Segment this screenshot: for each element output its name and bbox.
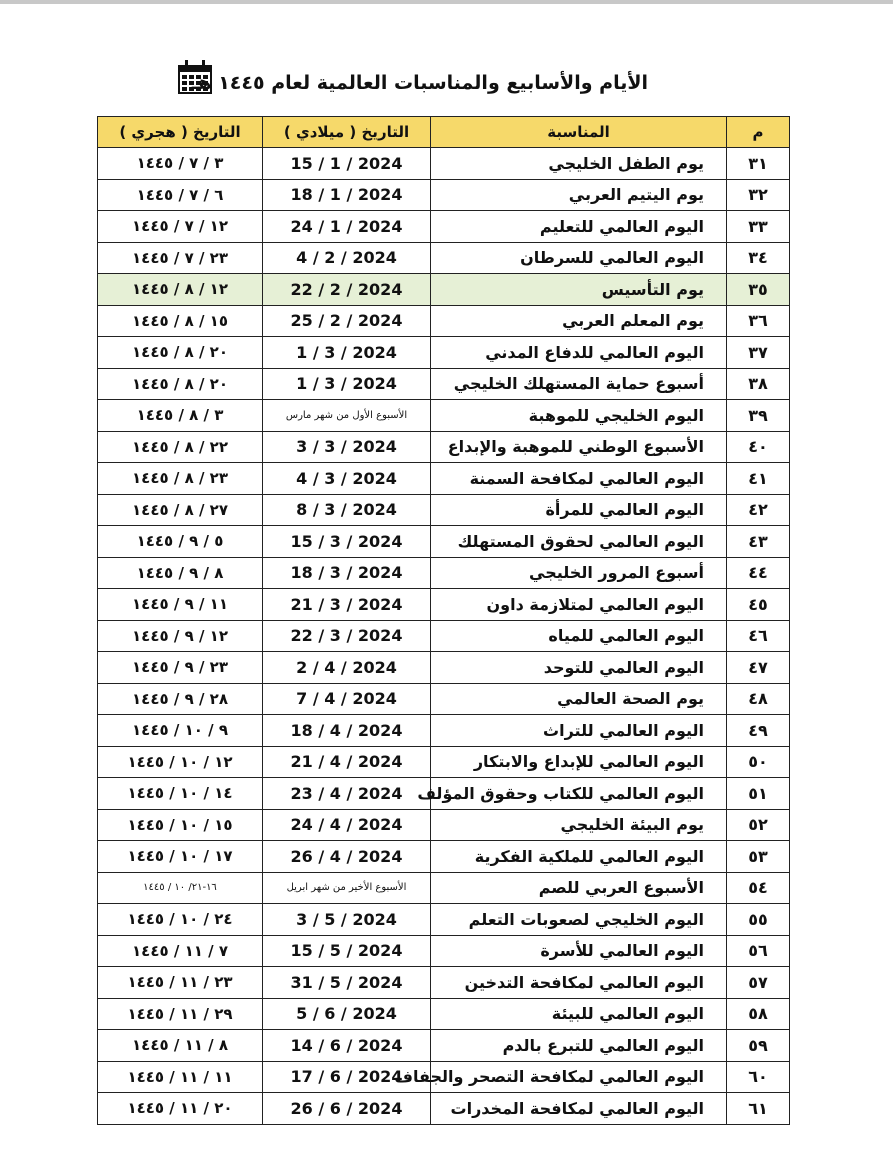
hijri-date-cell: ٢٣ / ١١ / ١٤٤٥ xyxy=(98,967,263,999)
row-number: ٤٠ xyxy=(727,431,790,463)
gregorian-date-cell: 26 / 4 / 2024 xyxy=(263,841,431,873)
table-row xyxy=(98,526,790,558)
row-number: ٥١ xyxy=(727,778,790,810)
gregorian-date-cell: 21 / 4 / 2024 xyxy=(263,746,431,778)
hijri-date-cell: ٢٣ / ٨ / ١٤٤٥ xyxy=(98,463,263,495)
gregorian-date-cell: 5 / 6 / 2024 xyxy=(263,998,431,1030)
hijri-date-cell: ٢٢ / ٨ / ١٤٤٥ xyxy=(98,431,263,463)
occasion-cell: اليوم العالمي للبيئة xyxy=(431,998,727,1030)
table-row xyxy=(98,400,790,432)
occasion-cell: أسبوع المرور الخليجي xyxy=(431,557,727,589)
hijri-date-cell: ١٢ / ٩ / ١٤٤٥ xyxy=(98,620,263,652)
table-body xyxy=(98,148,790,1125)
table-row xyxy=(98,967,790,999)
table-row xyxy=(98,211,790,243)
hijri-date-cell: ٩ / ١٠ / ١٤٤٥ xyxy=(98,715,263,747)
occasion-cell: اليوم العالمي لمكافحة التصحر والجفاف xyxy=(431,1061,727,1093)
row-number: ٥٢ xyxy=(727,809,790,841)
occasion-cell: اليوم العالمي للمرأة xyxy=(431,494,727,526)
table-row xyxy=(98,904,790,936)
occasion-cell: اليوم العالمي للتبرع بالدم xyxy=(431,1030,727,1062)
hijri-date-cell: ٨ / ٩ / ١٤٤٥ xyxy=(98,557,263,589)
table-row xyxy=(98,557,790,589)
gregorian-date-cell: 15 / 5 / 2024 xyxy=(263,935,431,967)
row-number: ٤٩ xyxy=(727,715,790,747)
hijri-date-cell: ١١ / ٩ / ١٤٤٥ xyxy=(98,589,263,621)
gregorian-date-cell: 25 / 2 / 2024 xyxy=(263,305,431,337)
table-row xyxy=(98,242,790,274)
hijri-date-cell: ٢٠ / ١١ / ١٤٤٥ xyxy=(98,1093,263,1125)
table-row xyxy=(98,494,790,526)
gregorian-date-cell: الأسبوع الأول من شهر مارس xyxy=(263,400,431,432)
row-number: ٤٧ xyxy=(727,652,790,684)
hijri-date-cell: ٥ / ٩ / ١٤٤٥ xyxy=(98,526,263,558)
gregorian-date-cell: 22 / 2 / 2024 xyxy=(263,274,431,306)
gregorian-date-cell: 22 / 3 / 2024 xyxy=(263,620,431,652)
occasion-cell: يوم البيئة الخليجي xyxy=(431,809,727,841)
row-number: ٤٤ xyxy=(727,557,790,589)
gregorian-date-cell: 24 / 4 / 2024 xyxy=(263,809,431,841)
row-number: ٣٣ xyxy=(727,211,790,243)
table-row xyxy=(98,1061,790,1093)
table-row xyxy=(98,652,790,684)
gregorian-date-cell: 1 / 3 / 2024 xyxy=(263,337,431,369)
occasions-table xyxy=(97,116,790,1125)
table-row xyxy=(98,337,790,369)
hijri-date-cell: ١٥ / ٨ / ١٤٤٥ xyxy=(98,305,263,337)
gregorian-date-cell: 1 / 3 / 2024 xyxy=(263,368,431,400)
gregorian-date-cell: 18 / 3 / 2024 xyxy=(263,557,431,589)
gregorian-date-cell: 4 / 3 / 2024 xyxy=(263,463,431,495)
occasion-cell: اليوم العالمي للتعليم xyxy=(431,211,727,243)
row-number: ٣٥ xyxy=(727,274,790,306)
hijri-date-cell: ١٢ / ١٠ / ١٤٤٥ xyxy=(98,746,263,778)
row-number: ٤٣ xyxy=(727,526,790,558)
header-num: م xyxy=(727,117,790,148)
row-number: ٥٧ xyxy=(727,967,790,999)
occasion-cell: اليوم العالمي للأسرة xyxy=(431,935,727,967)
hijri-date-cell: ٢٣ / ٩ / ١٤٤٥ xyxy=(98,652,263,684)
gregorian-date-cell: 7 / 4 / 2024 xyxy=(263,683,431,715)
row-number: ٣٢ xyxy=(727,179,790,211)
row-number: ٣٤ xyxy=(727,242,790,274)
table-row xyxy=(98,778,790,810)
table-row xyxy=(98,998,790,1030)
occasion-cell: يوم التأسيس xyxy=(431,274,727,306)
occasion-cell: اليوم العالمي لمكافحة التدخين xyxy=(431,967,727,999)
occasion-cell: اليوم العالمي للدفاع المدني xyxy=(431,337,727,369)
hijri-date-cell: ٦ / ٧ / ١٤٤٥ xyxy=(98,179,263,211)
gregorian-date-cell: 8 / 3 / 2024 xyxy=(263,494,431,526)
table-row xyxy=(98,683,790,715)
table-row xyxy=(98,746,790,778)
hijri-date-cell: ١٤ / ١٠ / ١٤٤٥ xyxy=(98,778,263,810)
row-number: ٥٨ xyxy=(727,998,790,1030)
table-row xyxy=(98,305,790,337)
hijri-date-cell: ٢٣ / ٧ / ١٤٤٥ xyxy=(98,242,263,274)
header-gregorian: التاريخ ( ميلادي ) xyxy=(263,117,431,148)
hijri-date-cell: ١٥ / ١٠ / ١٤٤٥ xyxy=(98,809,263,841)
hijri-date-cell: ٨ / ١١ / ١٤٤٥ xyxy=(98,1030,263,1062)
occasion-cell: الأسبوع العربي للصم xyxy=(431,872,727,904)
gregorian-date-cell: 24 / 1 / 2024 xyxy=(263,211,431,243)
row-number: ٤٢ xyxy=(727,494,790,526)
hijri-date-cell: ١٦-٢١/ ١٠ / ١٤٤٥ xyxy=(98,872,263,904)
gregorian-date-cell: 14 / 6 / 2024 xyxy=(263,1030,431,1062)
gregorian-date-cell: 2 / 4 / 2024 xyxy=(263,652,431,684)
occasion-cell: أسبوع حماية المستهلك الخليجي xyxy=(431,368,727,400)
gregorian-date-cell: 23 / 4 / 2024 xyxy=(263,778,431,810)
header-occasion: المناسبة xyxy=(431,117,727,148)
hijri-date-cell: ٢٩ / ١١ / ١٤٤٥ xyxy=(98,998,263,1030)
hijri-date-cell: ٢٤ / ١٠ / ١٤٤٥ xyxy=(98,904,263,936)
row-number: ٣٨ xyxy=(727,368,790,400)
occasion-cell: اليوم الخليجي لصعوبات التعلم xyxy=(431,904,727,936)
row-number: ٣٦ xyxy=(727,305,790,337)
occasion-cell: اليوم العالمي لحقوق المستهلك xyxy=(431,526,727,558)
occasion-cell: اليوم العالمي للكتاب وحقوق المؤلف xyxy=(431,778,727,810)
table-row xyxy=(98,589,790,621)
row-number: ٤٨ xyxy=(727,683,790,715)
occasion-cell: اليوم الخليجي للموهبة xyxy=(431,400,727,432)
table-row xyxy=(98,274,790,306)
gregorian-date-cell: 31 / 5 / 2024 xyxy=(263,967,431,999)
hijri-date-cell: ٢٨ / ٩ / ١٤٤٥ xyxy=(98,683,263,715)
hijri-date-cell: ١٢ / ٨ / ١٤٤٥ xyxy=(98,274,263,306)
hijri-date-cell: ١٧ / ١٠ / ١٤٤٥ xyxy=(98,841,263,873)
gregorian-date-cell: 17 / 6 / 2024 xyxy=(263,1061,431,1093)
row-number: ٥٥ xyxy=(727,904,790,936)
table-row xyxy=(98,179,790,211)
hijri-date-cell: ٢٧ / ٨ / ١٤٤٥ xyxy=(98,494,263,526)
table-row xyxy=(98,935,790,967)
table-row xyxy=(98,809,790,841)
gregorian-date-cell: 4 / 2 / 2024 xyxy=(263,242,431,274)
gregorian-date-cell: 15 / 3 / 2024 xyxy=(263,526,431,558)
gregorian-date-cell: 26 / 6 / 2024 xyxy=(263,1093,431,1125)
page-title: الأيام والأسابيع والمناسبات العالمية لعام ١٤٤٥ هـ xyxy=(191,72,648,94)
hijri-date-cell: ٧ / ١١ / ١٤٤٥ xyxy=(98,935,263,967)
row-number: ٥٠ xyxy=(727,746,790,778)
occasion-cell: اليوم العالمي للملكية الفكرية xyxy=(431,841,727,873)
gregorian-date-cell: 18 / 1 / 2024 xyxy=(263,179,431,211)
hijri-date-cell: ١١ / ١١ / ١٤٤٥ xyxy=(98,1061,263,1093)
occasion-cell: يوم المعلم العربي xyxy=(431,305,727,337)
hijri-date-cell: ٢٠ / ٨ / ١٤٤٥ xyxy=(98,368,263,400)
row-number: ٥٦ xyxy=(727,935,790,967)
hijri-date-cell: ٣ / ٨ / ١٤٤٥ xyxy=(98,400,263,432)
hijri-date-cell: ٣ / ٧ / ١٤٤٥ xyxy=(98,148,263,180)
table-row xyxy=(98,1093,790,1125)
occasion-cell: يوم اليتيم العربي xyxy=(431,179,727,211)
header-hijri: التاريخ ( هجري ) xyxy=(98,117,263,148)
table-row xyxy=(98,620,790,652)
row-number: ٥٣ xyxy=(727,841,790,873)
top-border-line xyxy=(0,0,893,4)
row-number: ٣١ xyxy=(727,148,790,180)
occasion-cell: اليوم العالمي للسرطان xyxy=(431,242,727,274)
title-bar xyxy=(0,58,893,98)
row-number: ٤١ xyxy=(727,463,790,495)
gregorian-date-cell: 3 / 5 / 2024 xyxy=(263,904,431,936)
occasion-cell: اليوم العالمي لمتلازمة داون xyxy=(431,589,727,621)
table-row xyxy=(98,841,790,873)
gregorian-date-cell: 18 / 4 / 2024 xyxy=(263,715,431,747)
row-number: ٣٧ xyxy=(727,337,790,369)
occasion-cell: اليوم العالمي لمكافحة المخدرات xyxy=(431,1093,727,1125)
occasion-cell: اليوم العالمي للتراث xyxy=(431,715,727,747)
table-header-row xyxy=(98,117,790,148)
table-row xyxy=(98,1030,790,1062)
gregorian-date-cell: الأسبوع الأخير من شهر ابريل xyxy=(263,872,431,904)
row-number: ٦٠ xyxy=(727,1061,790,1093)
occasion-cell: الأسبوع الوطني للموهبة والإبداع xyxy=(431,431,727,463)
gregorian-date-cell: 21 / 3 / 2024 xyxy=(263,589,431,621)
row-number: ٤٦ xyxy=(727,620,790,652)
table-row xyxy=(98,148,790,180)
row-number: ٣٩ xyxy=(727,400,790,432)
row-number: ٥٩ xyxy=(727,1030,790,1062)
table-row xyxy=(98,368,790,400)
hijri-date-cell: ١٢ / ٧ / ١٤٤٥ xyxy=(98,211,263,243)
hijri-date-cell: ٢٠ / ٨ / ١٤٤٥ xyxy=(98,337,263,369)
table-row xyxy=(98,431,790,463)
gregorian-date-cell: 15 / 1 / 2024 xyxy=(263,148,431,180)
occasion-cell: يوم الطفل الخليجي xyxy=(431,148,727,180)
occasion-cell: اليوم العالمي لمكافحة السمنة xyxy=(431,463,727,495)
row-number: ٤٥ xyxy=(727,589,790,621)
table-row xyxy=(98,872,790,904)
occasion-cell: اليوم العالمي للتوحد xyxy=(431,652,727,684)
occasion-cell: يوم الصحة العالمي xyxy=(431,683,727,715)
occasion-cell: اليوم العالمي للمياه xyxy=(431,620,727,652)
table-row xyxy=(98,463,790,495)
row-number: ٥٤ xyxy=(727,872,790,904)
gregorian-date-cell: 3 / 3 / 2024 xyxy=(263,431,431,463)
row-number: ٦١ xyxy=(727,1093,790,1125)
table-row xyxy=(98,715,790,747)
occasion-cell: اليوم العالمي للإبداع والابتكار xyxy=(431,746,727,778)
